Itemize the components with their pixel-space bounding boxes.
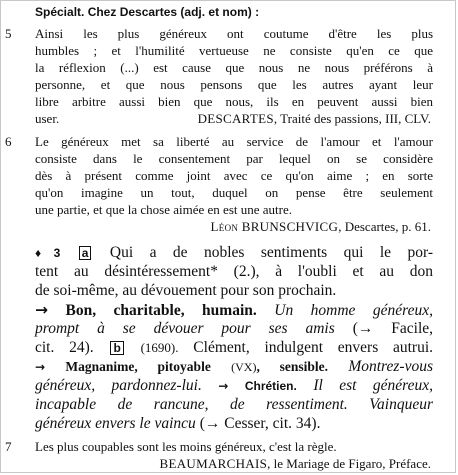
- citation-line: Le généreux met sa liberté au service de l'amour et l'amour: [35, 134, 433, 149]
- synonyms: Chrétien.: [244, 379, 297, 393]
- sense-example-line: [35, 377, 433, 395]
- citation-line: une partie, et que la chose aimée en est une autre.: [35, 202, 292, 217]
- synonyms: Bon, charitable, humain.: [65, 302, 257, 319]
- sense-definition-line: [35, 339, 433, 357]
- citation-line: user.: [35, 111, 60, 126]
- sense-definition-line: tent au désintéressement* (2.), à l'oubli et au don: [35, 263, 433, 280]
- citation-number: 5: [5, 26, 12, 41]
- example-text: Un homme généreux,: [274, 302, 434, 319]
- citation-author: BEAUMARCHAIS: [159, 456, 268, 471]
- arrow-icon: →: [35, 301, 48, 319]
- sense-definition-line: de soi-même, au dévouement pour son prochain.: [35, 282, 337, 299]
- citation-line: dès à présent comme joint avec ce qu'on aime ; en sorte: [35, 168, 433, 183]
- citation-number: 7: [5, 439, 12, 454]
- example-text: généreux, pardonnez-lui.: [35, 377, 202, 394]
- sense-example-line: [35, 358, 433, 376]
- citation-line: Ainsi les plus généreux ont coutume d'être les plus: [35, 26, 433, 41]
- citation-author: DESCARTES: [197, 111, 274, 126]
- cross-reference: cit. 24).: [35, 339, 94, 356]
- arrow-icon: →: [35, 360, 46, 374]
- citation-line: Les plus coupables sont les moins généreux, c'est la règle.: [35, 439, 337, 454]
- definition-text: Qui a de nobles sentiments qui le por-: [109, 244, 433, 261]
- cross-reference: (→ Facile,: [352, 320, 434, 337]
- example-text: Il est généreux,: [313, 377, 434, 394]
- definition-text: Clément, indulgent envers autrui.: [193, 339, 434, 356]
- citation-author: Léon BRUNSCHVICG: [210, 219, 339, 234]
- citation-number: 6: [5, 134, 12, 149]
- citation-work: , le Mariage de Figaro, Préface.: [267, 456, 431, 471]
- subsense-b-box: b: [110, 341, 123, 355]
- example-text: Montrez-vous: [348, 358, 434, 375]
- sense-example-line: incapable de rancune, de ressentiment. Vainqueur: [35, 396, 433, 413]
- sense-example-line: [35, 415, 433, 433]
- sense-example-line: [35, 301, 433, 320]
- synonyms: , sensible.: [256, 359, 329, 374]
- sense-example-line: [35, 320, 433, 338]
- citation-source: [198, 111, 431, 127]
- citation-line: libre arbitre aussi bien que nous, ils en peuvent aussi bien: [35, 94, 433, 109]
- citation-source: [211, 219, 431, 235]
- citation-line: personne, et que nous pensons que les autres ayant leur: [35, 77, 433, 92]
- cross-reference: (→ Cesser, cit. 34).: [199, 415, 321, 432]
- sense-marker: ♦3: [35, 246, 61, 260]
- usage-label: (VX): [231, 360, 257, 374]
- citation-work: , Descartes, p. 61.: [338, 219, 431, 234]
- citation-line: humbles ; et l'humilité vertueuse ne consiste qu'en ce que: [35, 43, 433, 58]
- example-text: généreux envers le vaincu: [35, 415, 196, 432]
- citation-line: consiste dans le consentement par lequel on se considère: [35, 151, 433, 166]
- citation-line: qu'on imagine un tout, duquel on pense être seulement: [35, 185, 433, 200]
- citation-source: [160, 456, 432, 472]
- citation-work: , Traité des passions, III, CLV.: [273, 111, 431, 126]
- date-label: (1690).: [140, 340, 179, 355]
- synonyms: Magnanime, pitoyable: [65, 359, 211, 374]
- arrow-icon: →: [218, 379, 229, 393]
- sense-definition-line: [35, 244, 433, 262]
- section-heading: Spécialt. Chez Descartes (adj. et nom) :: [35, 5, 260, 19]
- example-text: prompt à se dévouer pour ses amis: [35, 320, 335, 337]
- citation-line: la réflexion (...) est cause que nous ne nous préférons à: [35, 60, 433, 75]
- subsense-a-box: a: [79, 246, 92, 260]
